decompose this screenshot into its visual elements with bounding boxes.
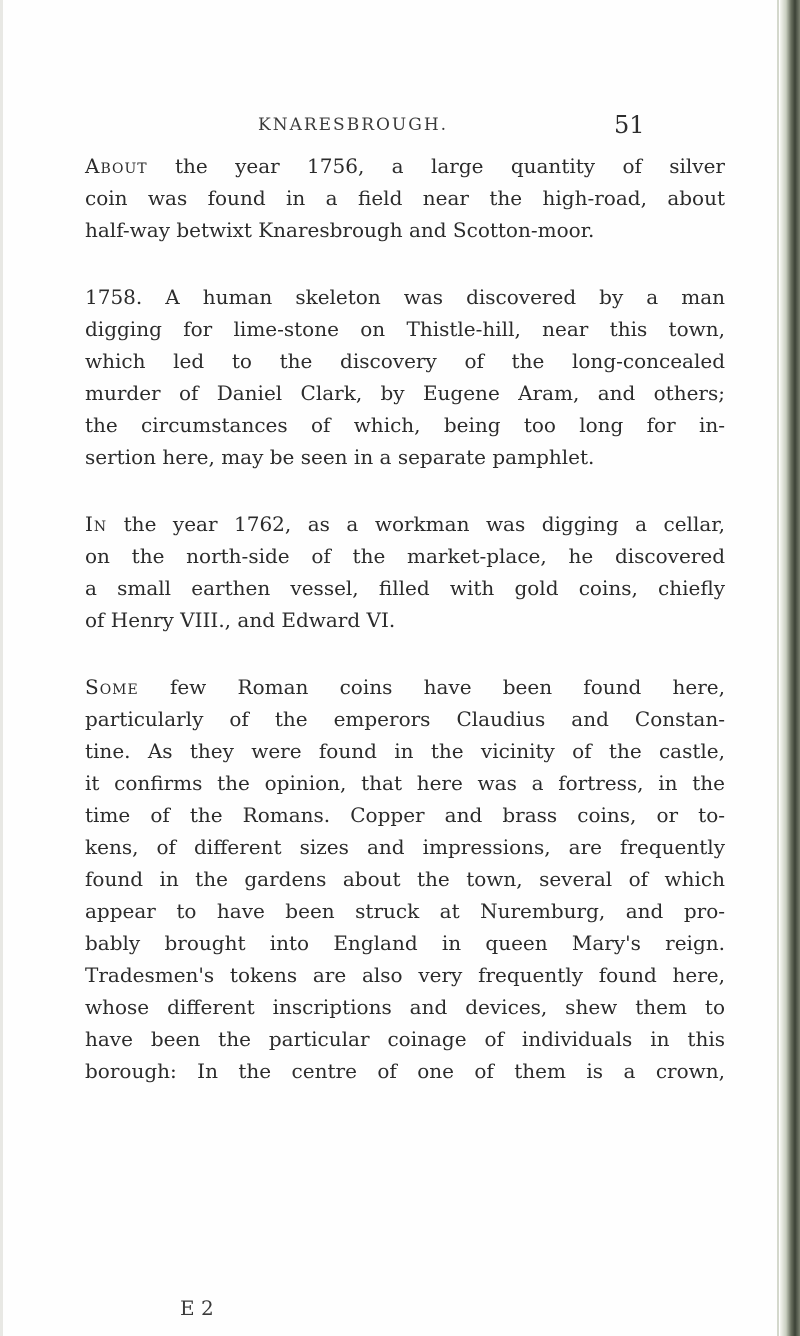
paragraph-2-line-5: the circumstances of which, being too long for in-: [85, 413, 725, 437]
signature-mark: E 2: [180, 1296, 214, 1320]
paragraph-2-line-3: which led to the discovery of the long-concealed: [85, 349, 725, 373]
paragraph-1-line-1-text: the year 1756, a large quantity of silver: [147, 154, 725, 178]
binding-shadow: [780, 0, 800, 1336]
paragraph-4-line-2: particularly of the emperors Claudius and Constan-: [85, 707, 725, 731]
paragraph-4-line-5: time of the Romans. Copper and brass coins, or to-: [85, 803, 725, 827]
gutter-line: [777, 0, 779, 1336]
paragraph-4-line-13: borough: In the centre of one of them is a crown,: [85, 1059, 725, 1083]
page-number: 51: [614, 111, 645, 139]
paragraph-4-line-1: [85, 671, 725, 703]
paragraph-4-line-10: Tradesmen's tokens are also very frequently found here,: [85, 963, 725, 987]
paragraph-3-lead: In: [85, 512, 108, 536]
running-title: KNARESBROUGH.: [258, 115, 449, 135]
paragraph-4-line-3: tine. As they were found in the vicinity of the castle,: [85, 739, 725, 763]
paragraph-1-line-2: coin was found in a field near the high-road, about: [85, 186, 725, 210]
paragraph-2-line-4: murder of Daniel Clark, by Eugene Aram, and others;: [85, 381, 725, 405]
paragraph-4-line-8: appear to have been struck at Nuremburg, and pro-: [85, 899, 725, 923]
paragraph-2-line-1: 1758. A human skeleton was discovered by a man: [85, 285, 725, 309]
paragraph-1-lead: About: [85, 154, 148, 178]
paragraph-1-line-1: [85, 150, 725, 182]
page-left-edge: [0, 0, 3, 1336]
paragraph-4-lead: Some: [85, 675, 139, 699]
paragraph-4-line-12: have been the particular coinage of individuals in this: [85, 1027, 725, 1051]
running-head: [258, 111, 718, 145]
paragraph-4-line-6: kens, of different sizes and impressions, are frequently: [85, 835, 725, 859]
paragraph-4-line-4: it confirms the opinion, that here was a fortress, in the: [85, 771, 725, 795]
body-text: [85, 150, 725, 1087]
paragraph-3-line-3: a small earthen vessel, filled with gold coins, chiefly: [85, 576, 725, 600]
paragraph-4-line-11: whose different inscriptions and devices, shew them to: [85, 995, 725, 1019]
paragraph-4-line-7: found in the gardens about the town, several of which: [85, 867, 725, 891]
paragraph-3-line-2: on the north-side of the market-place, he discovered: [85, 544, 725, 568]
paragraph-3-line-1: [85, 508, 725, 540]
paragraph-3-line-4: of Henry VIII., and Edward VI.: [85, 608, 396, 632]
paragraph-2-line-2: digging for lime-stone on Thistle-hill, near this town,: [85, 317, 725, 341]
paragraph-3-line-1-text: the year 1762, as a workman was digging a cellar,: [107, 512, 725, 536]
paragraph-2-line-6: sertion here, may be seen in a separate pamphlet.: [85, 445, 595, 469]
paragraph-4-line-1-text: few Roman coins have been found here,: [138, 675, 725, 699]
paragraph-1-line-3: half-way betwixt Knaresbrough and Scotton-moor.: [85, 218, 595, 242]
paragraph-4-line-9: bably brought into England in queen Mary's reign.: [85, 931, 725, 955]
